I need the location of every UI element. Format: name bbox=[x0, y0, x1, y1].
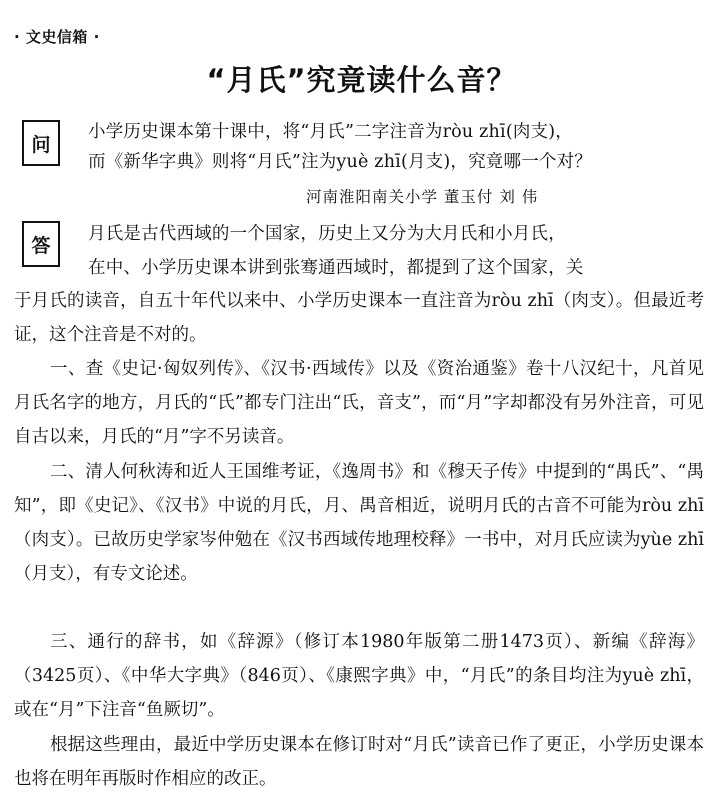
answer-paragraph-conclusion: 根据这些理由，最近中学历史课本在修订时对“月氏”读音已作了更正，小学历史课本也将在明年再版时作相应的改正。 bbox=[14, 735, 704, 789]
answer-paragraph-3: 三、通行的辞书，如《辞源》（修订本1980年版第二册1473页）、新编《辞海》（3425页）、《中华大字典》（846页）、《康熙字典》中，“月氏”的条目均注为yuè zhī，或在“月”下注音“鱼厥切”。 bbox=[14, 632, 704, 720]
answer-paragraph-intro: 于月氏的读音，自五十年代以来中、小学历史课本一直注音为ròu zhī（肉支）。但最近考证，这个注音是不对的。 bbox=[14, 291, 704, 345]
question-author: 河南淮阳南关小学 董玉付 刘 伟 bbox=[306, 188, 539, 206]
answer-label-box bbox=[22, 221, 60, 267]
answer-line-1: 月氏是古代西域的一个国家，历史上又分为大月氏和小月氏， bbox=[88, 224, 566, 244]
page-title: “月氏”究竟读什么音？ bbox=[206, 63, 517, 97]
answer-paragraph-2: 二、清人何秋涛和近人王国维考证，《逸周书》和《穆天子传》中提到的“禺氏”、“禺知”，即《史记》、《汉书》中说的月氏，月、禺音相近，说明月氏的古音不可能为ròu zhī（肉支）。已故历史学家岑仲勉在《汉书西域传地理校释》一书中，对月氏应读为yùe zhī（月支），有专文论述。 bbox=[14, 462, 704, 584]
answer-label: 答 bbox=[31, 234, 51, 257]
question-line-2: 而《新华字典》则将“月氏”注为yuè zhī(月支)，究竟哪一个对？ bbox=[88, 152, 593, 172]
question-label-box bbox=[22, 120, 60, 166]
question-label: 问 bbox=[31, 133, 51, 156]
question-line-1: 小学历史课本第十课中，将“月氏”二字注音为ròu zhī(肉支)， bbox=[88, 122, 573, 142]
answer-line-2: 在中、小学历史课本讲到张骞通西域时，都提到了这个国家，关 bbox=[88, 258, 584, 278]
answer-paragraph-1: 一、查《史记·匈奴列传》、《汉书·西域传》以及《资治通鉴》卷十八汉纪十，凡首见月氏名字的地方，月氏的“氏”都专门注出“氏，音支”，而“月”字却都没有另外注音，可见自古以来，月氏的“月”字不另读音。 bbox=[14, 359, 704, 447]
cut-off-signature-line bbox=[306, 792, 626, 804]
section-tag: · 文史信箱 · bbox=[14, 28, 100, 46]
